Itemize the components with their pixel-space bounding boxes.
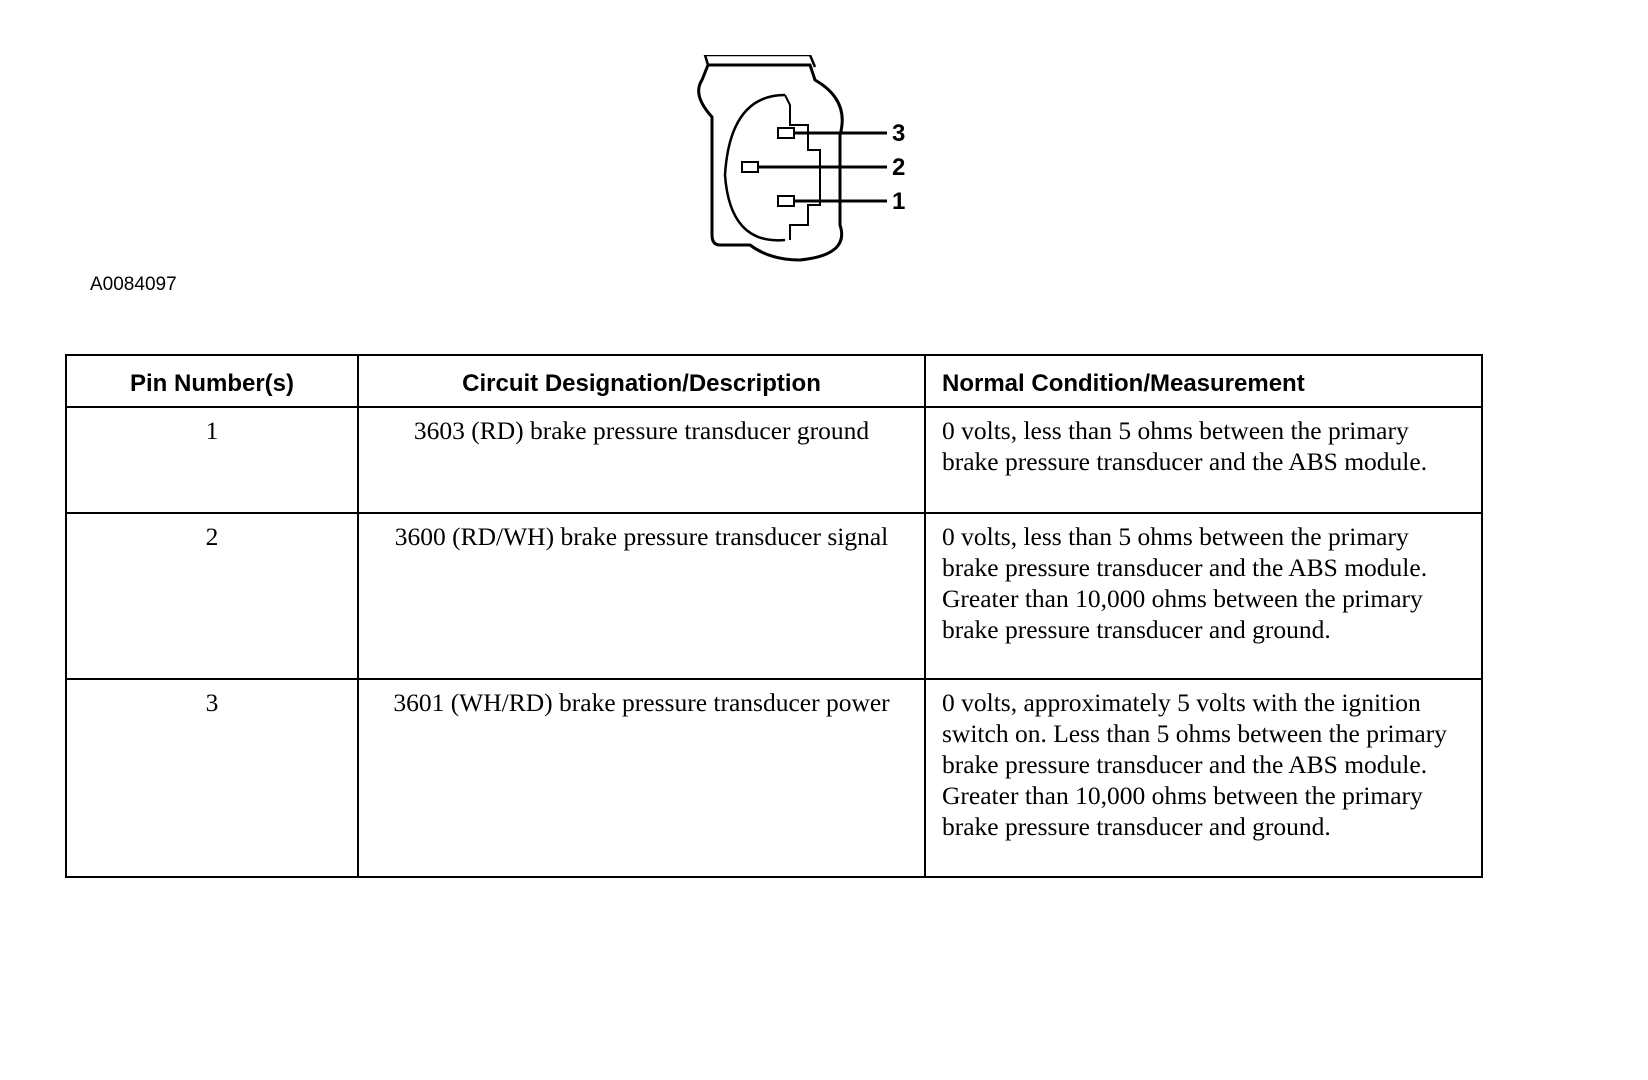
pin-cell: 1 xyxy=(66,407,358,513)
pin-label-1: 1 xyxy=(892,188,906,215)
pin-1-terminal xyxy=(778,196,794,206)
header-pin: Pin Number(s) xyxy=(66,355,358,407)
pin-label-2: 2 xyxy=(892,154,906,181)
header-circuit: Circuit Designation/Description xyxy=(358,355,925,407)
pin-3-terminal xyxy=(778,128,794,138)
connector-diagram xyxy=(690,55,950,275)
table-row xyxy=(66,513,1482,679)
table-header-row xyxy=(66,355,1482,407)
circuit-cell: 3600 (RD/WH) brake pressure transducer signal xyxy=(358,513,925,679)
circuit-cell: 3603 (RD) brake pressure transducer ground xyxy=(358,407,925,513)
circuit-cell: 3601 (WH/RD) brake pressure transducer power xyxy=(358,679,925,877)
condition-cell: 0 volts, less than 5 ohms between the primary brake pressure transducer and the ABS module. Greater than 10,000 ohms between the primary brake pressure transducer and ground. xyxy=(925,513,1482,679)
header-condition: Normal Condition/Measurement xyxy=(925,355,1482,407)
pin-label-3: 3 xyxy=(892,120,906,147)
pin-cell: 3 xyxy=(66,679,358,877)
pin-cell: 2 xyxy=(66,513,358,679)
condition-cell: 0 volts, approximately 5 volts with the ignition switch on. Less than 5 ohms between the primary brake pressure transducer and the ABS module. Greater than 10,000 ohms between the primary brake pressure transducer and ground. xyxy=(925,679,1482,877)
table-row xyxy=(66,679,1482,877)
pin-2-terminal xyxy=(742,162,758,172)
condition-cell: 0 volts, less than 5 ohms between the primary brake pressure transducer and the ABS module. xyxy=(925,407,1482,513)
table-row xyxy=(66,407,1482,513)
figure-id: A0084097 xyxy=(90,274,177,295)
pin-table xyxy=(65,354,1483,878)
